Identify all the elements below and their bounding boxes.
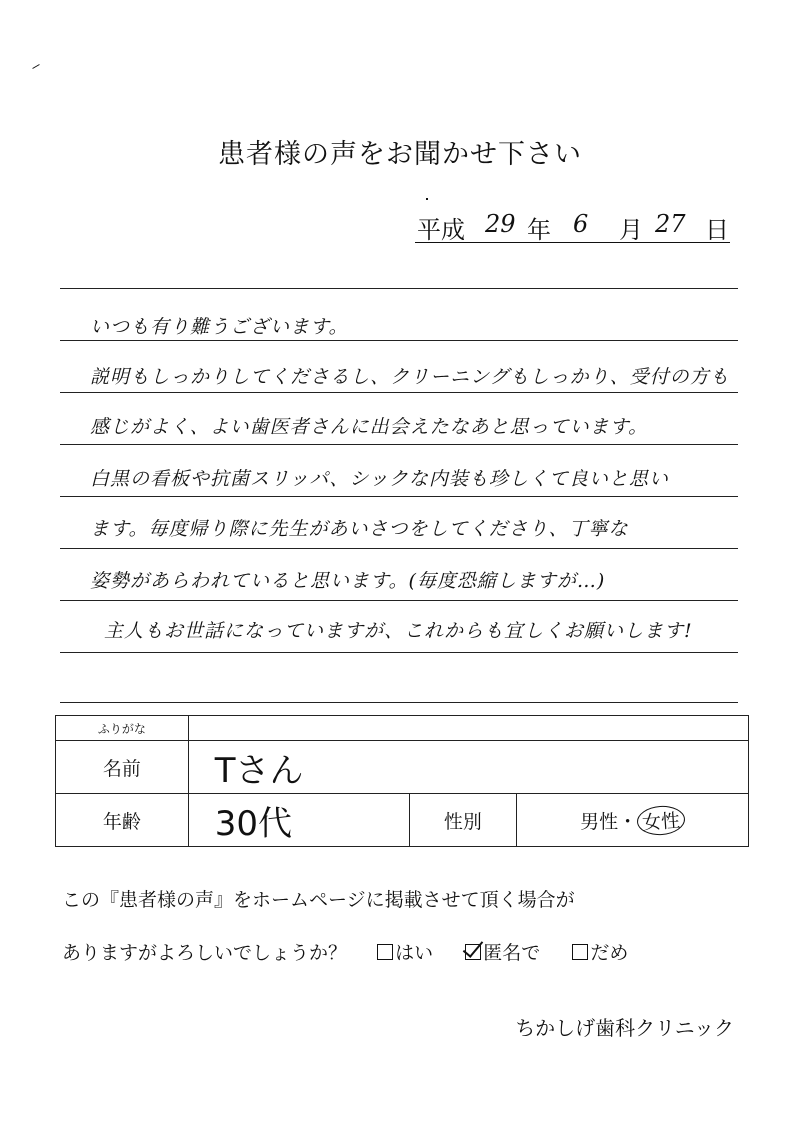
comment-line: 感じがよく、よい歯医者さんに出会えたなあと思っています。	[90, 416, 649, 438]
gender-female-option: 女性	[636, 804, 686, 836]
checkbox-anonymous	[465, 944, 481, 960]
name-label: 名前	[56, 741, 189, 794]
date-day-unit: 日	[705, 216, 729, 244]
age-label: 年齢	[56, 794, 189, 847]
consent-question-line2: ありますがよろしいでしょうか？	[62, 942, 348, 964]
stray-dot	[426, 198, 428, 200]
consent-question-row	[62, 938, 628, 965]
consent-question-line1: この『患者様の声』をホームページに掲載させて頂く場合が	[62, 889, 575, 911]
ruled-line	[60, 340, 738, 341]
ruled-line	[60, 652, 738, 653]
clinic-name: ちかしげ歯科クリニック	[515, 1016, 734, 1040]
ruled-line	[60, 288, 738, 289]
comment-line: いつも有り難うございます。	[90, 316, 349, 338]
date-month: 6	[573, 210, 589, 238]
age-field: 30代	[188, 794, 409, 847]
ruled-line	[60, 702, 738, 703]
date-year-unit: 年	[527, 216, 551, 244]
name-field: Tさん	[188, 741, 748, 794]
date-field	[415, 206, 730, 243]
ruled-line	[60, 496, 738, 497]
option-anonymous-label: 匿名で	[483, 942, 541, 964]
gender-male-option: 男性	[580, 810, 619, 833]
date-month-unit: 月	[619, 216, 643, 244]
comment-line: 主人もお世話になっていますが、これからも宜しくお願いします!	[104, 620, 693, 642]
option-yes-label: はい	[395, 942, 434, 964]
comment-line: 説明もしっかりしてくださるし、クリーニングもしっかり、受付の方も	[90, 366, 730, 388]
ruled-line	[60, 600, 738, 601]
date-era: 平成	[417, 216, 465, 244]
page-title: 患者様の声をお聞かせ下さい	[218, 139, 582, 170]
furigana-label: ふりがな	[56, 716, 189, 741]
patient-info-table	[55, 715, 749, 847]
option-no-label: だめ	[590, 942, 629, 964]
gender-separator: ・	[618, 810, 638, 833]
comment-line: ます。毎度帰り際に先生があいさつをしてくださり、丁寧な	[90, 518, 629, 540]
gender-options	[517, 794, 749, 847]
comment-line: 白黒の看板や抗菌スリッパ、シックな内装も珍しくて良いと思い	[90, 468, 669, 490]
comment-line: 姿勢があらわれていると思います。(毎度恐縮しますが…)	[90, 570, 606, 592]
date-year: 29	[485, 210, 516, 238]
ruled-line	[60, 548, 738, 549]
ruled-line	[60, 444, 738, 445]
gender-label: 性別	[409, 794, 517, 847]
ruled-line	[60, 392, 738, 393]
checkbox-no	[572, 944, 588, 960]
stray-mark	[32, 64, 39, 69]
checkbox-yes	[377, 944, 393, 960]
date-day: 27	[655, 210, 686, 238]
furigana-field	[188, 716, 748, 741]
